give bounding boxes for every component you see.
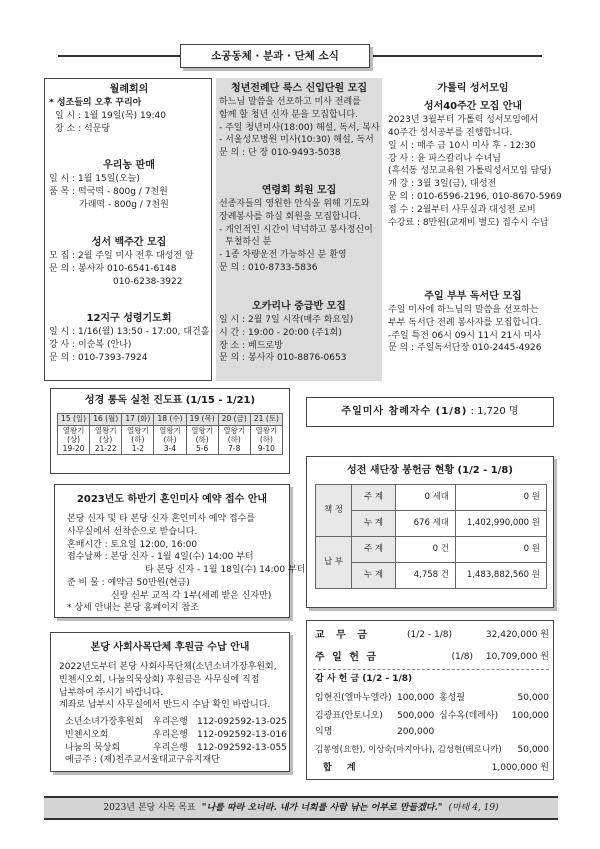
monthly-meeting-line: 일 시 : 1월 19일(목) 19:40 — [55, 110, 166, 121]
finance-row — [315, 651, 549, 665]
wedding-body — [67, 513, 306, 615]
table-cell: 676 세대 — [396, 511, 456, 537]
table-cell: 0 원 — [456, 537, 547, 563]
middle-notice-column — [216, 78, 382, 381]
reading-chapters: 19-20 — [62, 444, 85, 454]
bible100-title: 성서 백주간 모집 — [91, 237, 167, 248]
total-row — [315, 762, 549, 775]
rice-cake-title: 우리농 판매 — [103, 160, 155, 171]
table-cell: 18 (수) — [154, 414, 186, 426]
okarina-line: 문 의 : 봉사자 010-8876-0653 — [219, 353, 347, 364]
table-cell: 21 (토) — [250, 414, 282, 426]
wedding-line: 본당 신자 및 타 본당 신자 혼인미사 예약 접수를 — [67, 514, 256, 524]
yeonryeong-line: 선종자들의 영원한 안식을 위해 기도와 — [219, 199, 370, 210]
table-cell: 20 (금) — [218, 414, 250, 426]
couple-lectors-line: -주일 특전 06시 09시 11시 21시 미사 — [388, 330, 542, 341]
reading-book: 열왕기 — [159, 425, 181, 435]
reading-chapters: 9-10 — [257, 444, 275, 454]
reading-part: (하) — [227, 435, 241, 445]
reading-book: 열왕기 — [62, 425, 85, 435]
finance-label: 주 일 헌 금 — [315, 652, 379, 663]
couple-lectors-line: 주일 미사에 하느님의 말씀을 선포하는 — [388, 305, 539, 316]
couple-lectors-section — [388, 290, 558, 355]
reading-chapters: 21-22 — [94, 444, 117, 454]
yeonryeong-section — [219, 184, 379, 275]
table-cell: 책 정 — [316, 485, 352, 537]
youth-choir-title: 청년전례단 룩스 신입단원 모집 — [230, 83, 368, 94]
reading-chapters: 5-6 — [196, 444, 209, 454]
table-cell — [90, 425, 122, 454]
gratitude-title: 감 사 헌 금 (1/2 - 1/8) — [315, 674, 413, 684]
divider — [313, 669, 549, 670]
table-cell — [186, 425, 218, 454]
table-cell: 16 (월) — [90, 414, 122, 426]
bible100-section — [49, 236, 209, 288]
finance-row — [315, 629, 549, 643]
rice-cake-section — [49, 159, 209, 211]
donor-name: 홍성필 — [439, 693, 466, 703]
total-label: 합 계 — [323, 763, 362, 773]
right-notice-column — [386, 78, 562, 381]
account-bank: 우리은행 — [153, 742, 188, 753]
account-bank: 우리은행 — [153, 729, 188, 740]
youth-choir-line: - 서울성모병원 미사(10:30) 해설, 독서 — [219, 135, 374, 146]
bible-progress-readings-row — [58, 425, 283, 454]
district12-line: 일 시 : 1/16(월) 13:50 - 17:00, 대건홀 — [49, 327, 210, 338]
bible100-line: 문 의 : 봉사자 010-6541-6148 — [49, 263, 177, 274]
footer-band — [44, 796, 558, 820]
reading-chapters: 1-2 — [131, 444, 144, 454]
gratitude-row — [315, 726, 549, 739]
youth-choir-line: 문 의 : 단 장 010-9493-5038 — [219, 148, 341, 159]
account-org: 빈첸시오회 — [65, 729, 109, 740]
table-cell: 4,758 건 — [396, 563, 456, 589]
wedding-line: 접수날짜 : 본당 신자 - 1월 4일(수) 14:00 부터 — [67, 552, 254, 563]
finance-label: 교 무 금 — [315, 630, 371, 641]
okarina-title: 오카리나 중급반 모집 — [252, 301, 346, 312]
reading-part: (하) — [259, 435, 273, 445]
wedding-line: 사무실에서 선착순으로 받습니다. — [67, 526, 198, 537]
donor-amount: 50,000 — [517, 745, 549, 755]
table-cell: 주 계 — [352, 537, 396, 563]
finance-amount: 32,420,000 원 — [485, 630, 549, 640]
monthly-meeting-section — [49, 83, 209, 135]
footer-ref: (마태 4, 19) — [448, 802, 499, 813]
bible-progress-box — [50, 388, 290, 474]
table-cell: 19 (목) — [186, 414, 218, 426]
catholic-bible-title: 가톨릭 성서모임 — [437, 83, 509, 94]
district12-line: 강 사 : 이순복 (안나) — [49, 339, 132, 350]
table-cell — [122, 425, 154, 454]
finance-period: (1/8) — [451, 652, 473, 662]
table-cell — [250, 425, 282, 454]
donor-name: 익명 — [315, 727, 333, 737]
social-fund-body — [59, 661, 289, 767]
left-notice-box — [44, 78, 212, 381]
social-fund-line: 빈첸시오회, 나눔의묵상회) 후원금은 사무실에 직접 — [59, 674, 260, 685]
account-row — [59, 742, 289, 755]
social-fund-line: 계좌로 납부시 사무실에서 반드시 수납 확인 바랍니다. — [59, 700, 271, 711]
wedding-line: 신랑 신부 교적 각 1부(세례 받은 신자만) — [111, 590, 272, 601]
mass-attendance-value: : 1,720 명 — [470, 406, 519, 417]
catholic-bible-line: 2023년 3월부터 가톨릭 성서모임에서 — [388, 115, 539, 126]
table-cell: 납 부 — [316, 537, 352, 589]
reading-part: (하) — [195, 435, 209, 445]
okarina-line: 시 간 : 19:00 - 20:00 (주1회) — [219, 327, 342, 338]
okarina-line: 일 시 : 2월 7일 시작(매주 화요일) — [219, 315, 354, 326]
account-org: 나눔의 묵상회 — [65, 742, 121, 753]
social-fund-line: 2022년도부터 본당 사회사목단체(소년소녀가장후원회, — [59, 662, 277, 672]
couple-lectors-line: 부부 독서단 전례 봉사자를 모집합니다. — [388, 317, 542, 328]
yeonryeong-line: - 개인적인 시간이 넉넉하고 봉사정신이 — [219, 224, 373, 235]
reading-part: (하) — [131, 435, 145, 445]
table-cell — [154, 425, 186, 454]
table-cell — [58, 425, 90, 454]
catholic-bible-line: 강 사 : 윤 파스칼리나 수녀님 — [388, 153, 501, 164]
district12-line: 문 의 : 010-7393-7924 — [49, 352, 148, 363]
social-fund-box — [50, 632, 290, 772]
table-cell: 0 원 — [456, 485, 547, 511]
finance-period: (1/2 - 1/8) — [407, 630, 452, 640]
wedding-line: 준 비 물 : 예약금 50만원(현금) — [67, 577, 190, 588]
table-cell — [218, 425, 250, 454]
catholic-bible-section — [388, 82, 562, 229]
account-number: 112-092592-13-025 — [197, 717, 287, 728]
reading-part: (하) — [163, 435, 177, 445]
table-cell: 17 (화) — [122, 414, 154, 426]
wedding-line: 혼배시간 : 토요일 12:00, 16:00 — [67, 539, 198, 550]
finance-amount: 10,709,000 원 — [485, 652, 549, 662]
couple-lectors-line: 문 의 : 주일독서단장 010-2445-4926 — [388, 343, 542, 354]
wedding-box — [54, 484, 306, 618]
reading-part: (상) — [99, 435, 113, 445]
bible-progress-days-row — [58, 414, 283, 426]
table-cell: 0 세대 — [396, 485, 456, 511]
reading-book: 열왕기 — [255, 425, 278, 435]
wedding-line: * 상세 안내는 본당 홈페이지 참조 — [67, 603, 199, 614]
youth-choir-section — [219, 82, 379, 160]
reading-chapters: 7-8 — [228, 444, 241, 454]
gratitude-row — [315, 744, 549, 757]
donor-name: 김광표(안토니오) — [315, 711, 383, 721]
donor-group: 김봉영(요한), 이상숙(마지아나), 김성현(베로니카) — [315, 745, 502, 755]
account-number: 112-092592-13-016 — [197, 729, 287, 740]
catholic-bible-line: (흑석동 성모교육원 가톨릭성서모임 담당) — [388, 166, 552, 177]
table-cell: 0 건 — [396, 537, 456, 563]
gratitude-row — [315, 710, 549, 723]
bible-progress-title: 성경 통독 실천 진도표 (1/15 - 1/21) — [84, 395, 256, 406]
reading-book: 열왕기 — [94, 425, 117, 435]
donor-name: 임현진(엘마누엘라) — [315, 693, 392, 703]
okarina-line: 장 소 : 베드로방 — [219, 340, 283, 351]
catholic-bible-line: 문 의 : 010-6596-2196, 010-8670-5969 — [388, 191, 562, 202]
bible-progress-table — [57, 413, 283, 455]
district12-title: 12지구 성령기도회 — [86, 313, 172, 324]
catholic-bible-line: 일 시 : 매주 금 10시 미사 후 - 12:30 — [388, 140, 536, 151]
wedding-line: 타 본당 신자 - 1월 18일(수) 14:00 부터 — [145, 565, 306, 576]
yeonryeong-title: 연령회 회원 모집 — [261, 185, 337, 196]
donor-amount: 100,000 — [397, 693, 435, 703]
table-cell: 15 (일) — [58, 414, 90, 426]
footer-label: 2023년 본당 사목 목표 — [103, 802, 196, 813]
table-cell: 1,483,882,560 원 — [456, 563, 547, 589]
monthly-meeting-line: 장 소 : 석문당 — [55, 123, 111, 134]
district12-section — [49, 312, 209, 364]
mass-attendance-label: 주일미사 참례자수 (1/8) — [341, 406, 468, 417]
total-amount: 1,000,000 원 — [491, 763, 549, 773]
table-row — [316, 537, 547, 563]
table-row — [316, 485, 547, 511]
finance-box — [306, 620, 554, 780]
account-row — [59, 729, 289, 742]
gratitude-row — [315, 692, 549, 705]
donor-amount: 200,000 — [397, 727, 435, 737]
footer-verse: "나를 따라 오너라. 내가 너희를 사람 낚는 어부로 만들겠다." — [201, 802, 443, 813]
mass-attendance-box — [306, 397, 554, 427]
table-cell: 누 계 — [352, 511, 396, 537]
reading-chapters: 3-4 — [163, 444, 177, 454]
bible100-line: 모 집 : 2월 주일 미사 전후 대성전 앞 — [49, 251, 194, 262]
catholic-bible-subtitle: 성서40주간 모집 안내 — [423, 101, 523, 113]
account-bank: 우리은행 — [153, 717, 188, 728]
reading-book: 열왕기 — [126, 425, 149, 435]
reading-part: (상) — [67, 435, 81, 445]
reading-book: 열왕기 — [191, 425, 213, 435]
account-row — [59, 716, 289, 729]
donor-name: 심수옥(데레사) — [439, 711, 499, 721]
yeonryeong-line: 문 의 : 010-8733-5836 — [219, 263, 318, 274]
rice-cake-line: 일 시 : 1월 15일(오늘) — [49, 174, 140, 185]
rice-cake-line: 품 목 : 떡국떡 - 800g / 7천원 — [49, 186, 168, 197]
catholic-bible-line: 접 수 : 2월부터 사무실과 대성전 로비 — [388, 204, 536, 215]
yeonryeong-line: 장례봉사를 하실 회원을 모집합니다. — [219, 211, 361, 222]
building-fund-table — [315, 484, 547, 589]
youth-choir-line: 함께 할 청년 신자 분을 모집합니다. — [219, 109, 358, 120]
table-cell: 1,402,990,000 원 — [456, 511, 547, 537]
okarina-section — [219, 300, 379, 365]
account-holder: 예금주 : (재)천주교서울대교구유지재단 — [65, 755, 220, 766]
page-title: 소공동체 · 분과 · 단체 소식 — [180, 44, 370, 68]
youth-choir-line: 하느님 말씀을 선포하고 미사 전례를 — [219, 97, 361, 108]
rice-cake-line: 가래떡 - 800g / 7천원 — [79, 199, 169, 210]
couple-lectors-title: 주일 부부 독서단 모집 — [424, 291, 522, 302]
wedding-title: 2023년도 하반기 혼인미사 예약 접수 안내 — [76, 494, 268, 505]
bible100-line: 010-6238-3922 — [113, 276, 183, 287]
monthly-meeting-subtitle: * 성조들의 오후 꾸리아 — [49, 98, 142, 109]
catholic-bible-line: 개 강 : 3월 3일(금), 대성전 — [388, 179, 497, 190]
table-cell: 누 계 — [352, 563, 396, 589]
account-number: 112-092592-13-055 — [197, 742, 287, 753]
yeonryeong-line: - 1종 차량운전 가능하신 분 환영 — [219, 250, 347, 261]
table-cell: 주 계 — [352, 485, 396, 511]
donor-amount: 50,000 — [517, 693, 549, 703]
social-fund-title: 본당 사회사목단체 후원금 수납 안내 — [90, 642, 250, 653]
catholic-bible-line: 수강료 : 8만원(교재비 별도) 접수시 수납 — [388, 217, 549, 228]
monthly-meeting-title: 월례회의 — [109, 84, 149, 95]
reading-book: 열왕기 — [223, 425, 246, 435]
catholic-bible-line: 40주간 성서공부를 진행합니다. — [388, 128, 513, 139]
donor-amount: 100,000 — [511, 711, 549, 721]
donor-amount: 500,000 — [397, 711, 435, 721]
building-fund-box — [306, 456, 554, 608]
account-org: 소년소녀가장후원회 — [65, 717, 144, 728]
social-fund-line: 납부하여 주시기 바랍니다. — [59, 687, 164, 698]
building-fund-title: 성전 새단장 봉헌금 현황 (1/2 - 1/8) — [347, 465, 513, 476]
youth-choir-line: - 주일 청년미사(18:00) 해설, 독서, 복사 — [219, 122, 380, 133]
yeonryeong-line: 투철하신 분 — [225, 237, 272, 248]
